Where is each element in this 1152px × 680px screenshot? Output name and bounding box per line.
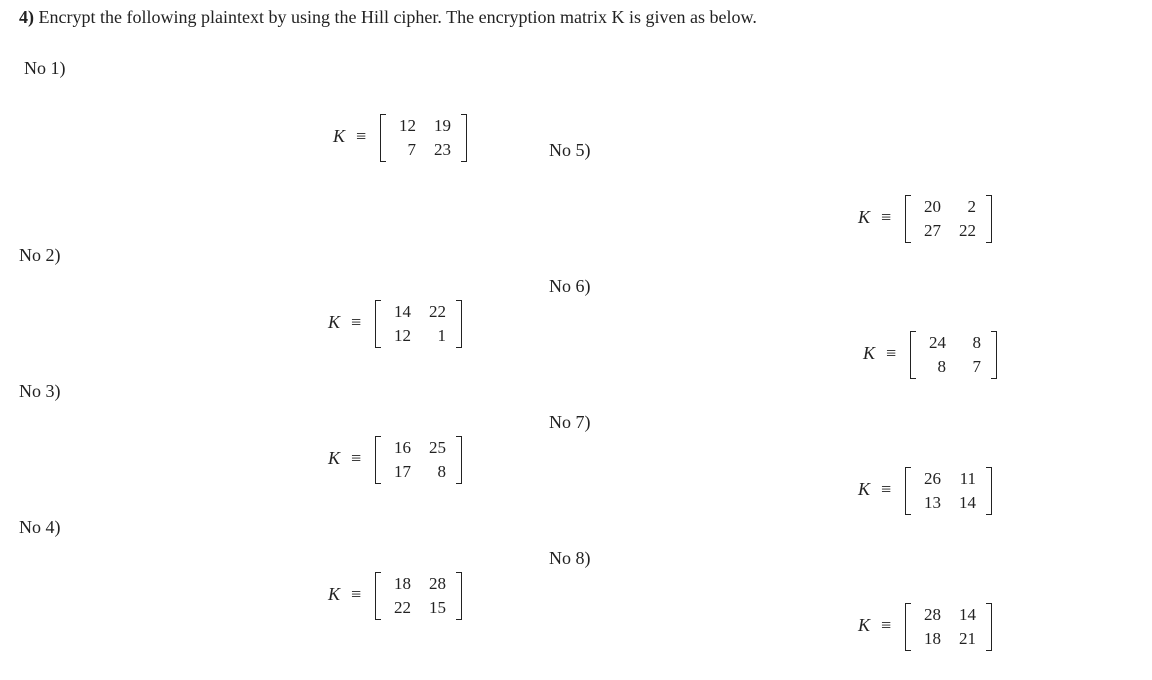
matrix-cell: 14	[394, 302, 411, 321]
matrix-cell: 20	[924, 197, 941, 216]
problem-label: No 4)	[19, 517, 61, 537]
matrix-cell: 15	[429, 598, 446, 617]
left-bracket	[380, 114, 386, 162]
congruence-symbol: ≡	[351, 448, 362, 468]
congruence-symbol: ≡	[356, 126, 367, 146]
matrix-cell: 22	[394, 598, 411, 617]
matrix-cell: 12	[394, 326, 411, 345]
congruence-symbol: ≡	[351, 312, 362, 332]
matrix-cell: 8	[937, 357, 946, 376]
matrix-cell: 23	[434, 140, 451, 159]
matrix-cell: 8	[437, 462, 446, 481]
question-text	[19, 5, 799, 29]
matrix-cell: 7	[407, 140, 416, 159]
matrix-cell: 17	[394, 462, 411, 481]
matrix-cell: 1	[437, 326, 446, 345]
matrix-cell: 7	[972, 357, 981, 376]
key-symbol: K	[858, 479, 871, 499]
congruence-symbol: ≡	[351, 584, 362, 604]
right-bracket	[456, 572, 462, 620]
problem-label: No 5)	[549, 140, 591, 160]
problem-label: No 3)	[19, 381, 61, 401]
key-symbol: K	[858, 615, 871, 635]
matrix-cell: 2	[967, 197, 976, 216]
matrix-cell: 25	[429, 438, 446, 457]
left-bracket	[905, 195, 911, 243]
problem-label: No 2)	[19, 245, 61, 265]
right-bracket	[991, 331, 997, 379]
matrix-cell: 18	[924, 629, 941, 648]
right-bracket	[986, 467, 992, 515]
matrix-cell: 27	[924, 221, 941, 240]
question-body: Encrypt the following plaintext by using the Hill cipher. The encryption matrix K is given as below.	[38, 7, 757, 27]
key-symbol: K	[328, 584, 341, 604]
matrix-cell: 28	[429, 574, 446, 593]
right-bracket	[986, 195, 992, 243]
key-symbol: K	[858, 207, 871, 227]
right-bracket	[456, 436, 462, 484]
key-symbol: K	[333, 126, 346, 146]
matrix-cell: 22	[959, 221, 976, 240]
right-bracket	[986, 603, 992, 651]
left-bracket	[905, 467, 911, 515]
matrix-cell: 8	[972, 333, 981, 352]
right-bracket	[456, 300, 462, 348]
left-bracket	[375, 436, 381, 484]
question-number: 4)	[19, 7, 34, 27]
congruence-symbol: ≡	[881, 615, 892, 635]
problem-label: No 6)	[549, 276, 591, 296]
matrix-cell: 16	[394, 438, 411, 457]
problem-label: No 8)	[549, 548, 591, 568]
matrix-cell: 22	[429, 302, 446, 321]
problem-label: No 7)	[549, 412, 591, 432]
matrix-cell: 13	[924, 493, 941, 512]
left-bracket	[375, 572, 381, 620]
left-bracket	[905, 603, 911, 651]
left-bracket	[375, 300, 381, 348]
matrix-cell: 14	[959, 493, 976, 512]
congruence-symbol: ≡	[881, 479, 892, 499]
matrix-cell: 24	[929, 333, 946, 352]
left-bracket	[910, 331, 916, 379]
congruence-symbol: ≡	[886, 343, 897, 363]
matrix-cell: 19	[434, 116, 451, 135]
matrix-cell: 21	[959, 629, 976, 648]
matrix-cell: 28	[924, 605, 941, 624]
right-bracket	[461, 114, 467, 162]
congruence-symbol: ≡	[881, 207, 892, 227]
matrix-cell: 11	[959, 469, 976, 488]
key-symbol: K	[328, 312, 341, 332]
matrix-cell: 18	[394, 574, 411, 593]
matrix-cell: 12	[399, 116, 416, 135]
matrix-cell: 26	[924, 469, 941, 488]
problem-label: No 1)	[24, 58, 66, 78]
key-symbol: K	[328, 448, 341, 468]
key-symbol: K	[863, 343, 876, 363]
matrix-cell: 14	[959, 605, 976, 624]
